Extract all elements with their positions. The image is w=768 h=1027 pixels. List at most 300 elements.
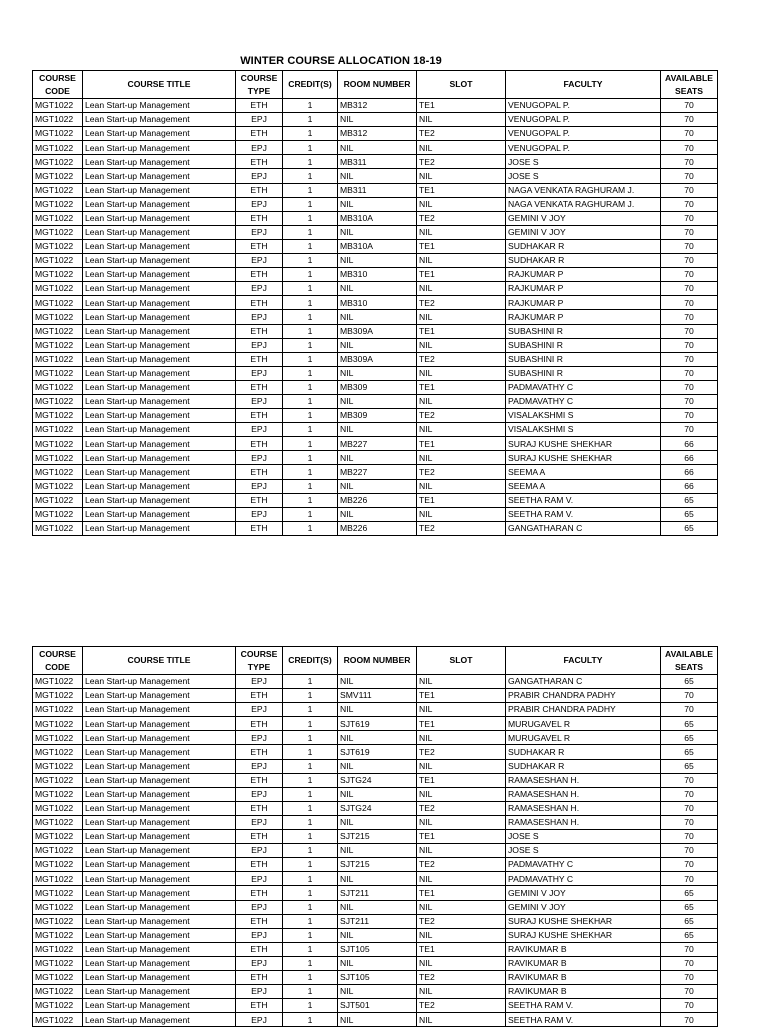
table-row (33, 1013, 718, 1027)
cell-credits: 1 (283, 310, 338, 324)
cell-credits: 1 (283, 801, 338, 815)
cell-faculty: SEETHA RAM V. (506, 999, 661, 1013)
cell-room-number: SJT105 (338, 942, 417, 956)
cell-room-number: NIL (338, 225, 417, 239)
cell-room-number: NIL (338, 254, 417, 268)
cell-room-number: NIL (338, 900, 417, 914)
cell-available-seats: 70 (661, 113, 718, 127)
cell-available-seats: 70 (661, 956, 718, 970)
cell-course-type: EPJ (236, 423, 283, 437)
cell-faculty: RAMASESHAN H. (506, 815, 661, 829)
cell-course-code: MGT1022 (33, 197, 83, 211)
cell-course-type: EPJ (236, 451, 283, 465)
cell-slot: TE2 (417, 801, 506, 815)
cell-course-type: ETH (236, 183, 283, 197)
table-row (33, 745, 718, 759)
cell-available-seats: 70 (661, 985, 718, 999)
cell-room-number: MB309A (338, 352, 417, 366)
cell-room-number: SJTG24 (338, 801, 417, 815)
cell-course-code: MGT1022 (33, 310, 83, 324)
cell-available-seats: 70 (661, 872, 718, 886)
cell-course-code: MGT1022 (33, 689, 83, 703)
cell-credits: 1 (283, 759, 338, 773)
cell-slot: NIL (417, 675, 506, 689)
table-row (33, 886, 718, 900)
cell-course-code: MGT1022 (33, 830, 83, 844)
cell-room-number: NIL (338, 928, 417, 942)
cell-faculty: SEEMA A (506, 479, 661, 493)
header-slot: SLOT (417, 71, 506, 99)
cell-course-type: EPJ (236, 815, 283, 829)
table-row (33, 985, 718, 999)
cell-course-title: Lean Start-up Management (83, 394, 236, 408)
cell-room-number: NIL (338, 985, 417, 999)
cell-course-code: MGT1022 (33, 127, 83, 141)
cell-credits: 1 (283, 451, 338, 465)
cell-room-number: NIL (338, 197, 417, 211)
cell-faculty: GANGATHARAN C (506, 675, 661, 689)
table-row (33, 352, 718, 366)
cell-credits: 1 (283, 844, 338, 858)
cell-room-number: NIL (338, 169, 417, 183)
cell-faculty: SUBASHINI R (506, 338, 661, 352)
cell-slot: TE1 (417, 239, 506, 253)
cell-slot: TE2 (417, 745, 506, 759)
cell-course-title: Lean Start-up Management (83, 731, 236, 745)
cell-course-code: MGT1022 (33, 970, 83, 984)
cell-course-code: MGT1022 (33, 759, 83, 773)
table-row (33, 141, 718, 155)
cell-faculty: JOSE S (506, 155, 661, 169)
table-row (33, 970, 718, 984)
cell-course-type: ETH (236, 437, 283, 451)
cell-room-number: NIL (338, 366, 417, 380)
cell-course-title: Lean Start-up Management (83, 141, 236, 155)
cell-credits: 1 (283, 127, 338, 141)
header-room-number: ROOM NUMBER (338, 647, 417, 675)
cell-available-seats: 65 (661, 914, 718, 928)
cell-course-type: ETH (236, 239, 283, 253)
cell-course-type: ETH (236, 465, 283, 479)
cell-course-type: ETH (236, 268, 283, 282)
cell-credits: 1 (283, 928, 338, 942)
cell-course-title: Lean Start-up Management (83, 169, 236, 183)
cell-course-title: Lean Start-up Management (83, 844, 236, 858)
cell-faculty: MURUGAVEL R (506, 731, 661, 745)
cell-credits: 1 (283, 239, 338, 253)
cell-faculty: PRABIR CHANDRA PADHY (506, 703, 661, 717)
cell-course-title: Lean Start-up Management (83, 773, 236, 787)
cell-room-number: MB226 (338, 521, 417, 535)
cell-course-title: Lean Start-up Management (83, 886, 236, 900)
table-row (33, 239, 718, 253)
cell-course-type: ETH (236, 211, 283, 225)
cell-room-number: SMV111 (338, 689, 417, 703)
cell-faculty: VENUGOPAL P. (506, 127, 661, 141)
cell-room-number: NIL (338, 282, 417, 296)
cell-credits: 1 (283, 380, 338, 394)
cell-course-code: MGT1022 (33, 239, 83, 253)
header-credits: CREDIT(S) (283, 71, 338, 99)
cell-course-type: ETH (236, 296, 283, 310)
table-row (33, 942, 718, 956)
cell-course-code: MGT1022 (33, 296, 83, 310)
cell-course-title: Lean Start-up Management (83, 493, 236, 507)
table-row (33, 451, 718, 465)
cell-faculty: SURAJ KUSHE SHEKHAR (506, 437, 661, 451)
cell-course-title: Lean Start-up Management (83, 254, 236, 268)
cell-course-title: Lean Start-up Management (83, 717, 236, 731)
cell-course-type: EPJ (236, 225, 283, 239)
cell-slot: TE2 (417, 155, 506, 169)
cell-course-code: MGT1022 (33, 914, 83, 928)
cell-course-code: MGT1022 (33, 155, 83, 169)
cell-slot: TE1 (417, 493, 506, 507)
cell-slot: NIL (417, 282, 506, 296)
cell-slot: NIL (417, 479, 506, 493)
cell-slot: TE2 (417, 999, 506, 1013)
cell-room-number: MB309A (338, 324, 417, 338)
cell-faculty: SUDHAKAR R (506, 759, 661, 773)
cell-room-number: MB311 (338, 183, 417, 197)
cell-course-type: EPJ (236, 169, 283, 183)
cell-slot: NIL (417, 844, 506, 858)
cell-course-title: Lean Start-up Management (83, 507, 236, 521)
table-row (33, 324, 718, 338)
table-row (33, 900, 718, 914)
cell-room-number: SJTG24 (338, 773, 417, 787)
table-row (33, 225, 718, 239)
cell-faculty: VENUGOPAL P. (506, 141, 661, 155)
header-faculty: FACULTY (506, 71, 661, 99)
cell-course-code: MGT1022 (33, 675, 83, 689)
table-row (33, 155, 718, 169)
cell-available-seats: 70 (661, 999, 718, 1013)
cell-faculty: RAVIKUMAR B (506, 970, 661, 984)
table-row (33, 113, 718, 127)
cell-credits: 1 (283, 465, 338, 479)
cell-credits: 1 (283, 985, 338, 999)
cell-available-seats: 66 (661, 465, 718, 479)
cell-faculty: VISALAKSHMI S (506, 423, 661, 437)
cell-slot: NIL (417, 928, 506, 942)
cell-course-type: EPJ (236, 731, 283, 745)
cell-room-number: MB310 (338, 296, 417, 310)
cell-credits: 1 (283, 338, 338, 352)
cell-room-number: SJT215 (338, 858, 417, 872)
cell-course-title: Lean Start-up Management (83, 183, 236, 197)
cell-credits: 1 (283, 437, 338, 451)
cell-slot: TE2 (417, 465, 506, 479)
cell-room-number: NIL (338, 956, 417, 970)
cell-credits: 1 (283, 254, 338, 268)
cell-credits: 1 (283, 745, 338, 759)
cell-faculty: SUBASHINI R (506, 366, 661, 380)
cell-slot: TE1 (417, 717, 506, 731)
cell-faculty: RAJKUMAR P (506, 268, 661, 282)
cell-course-code: MGT1022 (33, 324, 83, 338)
cell-course-code: MGT1022 (33, 141, 83, 155)
table-row (33, 366, 718, 380)
cell-credits: 1 (283, 872, 338, 886)
cell-slot: TE2 (417, 521, 506, 535)
cell-course-code: MGT1022 (33, 409, 83, 423)
cell-slot: TE1 (417, 942, 506, 956)
cell-course-type: ETH (236, 999, 283, 1013)
cell-available-seats: 70 (661, 254, 718, 268)
cell-course-title: Lean Start-up Management (83, 239, 236, 253)
table-row (33, 211, 718, 225)
cell-credits: 1 (283, 409, 338, 423)
cell-credits: 1 (283, 99, 338, 113)
cell-course-title: Lean Start-up Management (83, 858, 236, 872)
cell-available-seats: 70 (661, 197, 718, 211)
cell-slot: NIL (417, 1013, 506, 1027)
cell-course-title: Lean Start-up Management (83, 352, 236, 366)
cell-course-title: Lean Start-up Management (83, 970, 236, 984)
cell-available-seats: 70 (661, 858, 718, 872)
header-faculty: FACULTY (506, 647, 661, 675)
table-row (33, 759, 718, 773)
header-slot: SLOT (417, 647, 506, 675)
cell-course-code: MGT1022 (33, 521, 83, 535)
allocation-table-2 (32, 646, 718, 1027)
cell-room-number: NIL (338, 141, 417, 155)
cell-available-seats: 70 (661, 211, 718, 225)
table-row (33, 999, 718, 1013)
cell-course-title: Lean Start-up Management (83, 324, 236, 338)
cell-room-number: NIL (338, 703, 417, 717)
cell-room-number: NIL (338, 310, 417, 324)
cell-credits: 1 (283, 141, 338, 155)
table-row (33, 99, 718, 113)
cell-course-type: EPJ (236, 956, 283, 970)
cell-available-seats: 70 (661, 352, 718, 366)
cell-course-code: MGT1022 (33, 928, 83, 942)
cell-slot: TE1 (417, 689, 506, 703)
cell-course-code: MGT1022 (33, 801, 83, 815)
table-row (33, 717, 718, 731)
cell-course-type: EPJ (236, 675, 283, 689)
cell-available-seats: 70 (661, 703, 718, 717)
cell-course-title: Lean Start-up Management (83, 423, 236, 437)
cell-course-code: MGT1022 (33, 338, 83, 352)
cell-course-type: ETH (236, 127, 283, 141)
cell-credits: 1 (283, 970, 338, 984)
cell-credits: 1 (283, 521, 338, 535)
cell-course-title: Lean Start-up Management (83, 872, 236, 886)
cell-slot: TE2 (417, 858, 506, 872)
cell-slot: TE1 (417, 99, 506, 113)
cell-course-title: Lean Start-up Management (83, 380, 236, 394)
cell-faculty: SURAJ KUSHE SHEKHAR (506, 928, 661, 942)
cell-course-type: ETH (236, 858, 283, 872)
cell-room-number: MB226 (338, 493, 417, 507)
table-row (33, 338, 718, 352)
cell-faculty: JOSE S (506, 169, 661, 183)
cell-room-number: MB310A (338, 211, 417, 225)
cell-slot: NIL (417, 394, 506, 408)
cell-slot: NIL (417, 759, 506, 773)
cell-slot: TE2 (417, 211, 506, 225)
cell-available-seats: 70 (661, 141, 718, 155)
cell-slot: TE1 (417, 886, 506, 900)
cell-faculty: RAVIKUMAR B (506, 985, 661, 999)
cell-available-seats: 70 (661, 689, 718, 703)
cell-faculty: NAGA VENKATA RAGHURAM J. (506, 197, 661, 211)
cell-faculty: RAMASESHAN H. (506, 801, 661, 815)
table-row (33, 689, 718, 703)
cell-available-seats: 65 (661, 886, 718, 900)
cell-slot: TE1 (417, 324, 506, 338)
cell-faculty: GEMINI V JOY (506, 900, 661, 914)
table-row (33, 437, 718, 451)
cell-faculty: PADMAVATHY C (506, 872, 661, 886)
cell-slot: TE2 (417, 914, 506, 928)
cell-faculty: VENUGOPAL P. (506, 99, 661, 113)
cell-slot: NIL (417, 113, 506, 127)
cell-course-type: EPJ (236, 507, 283, 521)
cell-course-title: Lean Start-up Management (83, 956, 236, 970)
table-row (33, 296, 718, 310)
cell-course-title: Lean Start-up Management (83, 310, 236, 324)
cell-slot: NIL (417, 141, 506, 155)
cell-available-seats: 65 (661, 493, 718, 507)
cell-slot: TE1 (417, 183, 506, 197)
cell-course-code: MGT1022 (33, 1013, 83, 1027)
cell-course-type: ETH (236, 409, 283, 423)
cell-course-code: MGT1022 (33, 787, 83, 801)
cell-slot: TE1 (417, 437, 506, 451)
cell-available-seats: 70 (661, 324, 718, 338)
cell-available-seats: 70 (661, 296, 718, 310)
cell-course-code: MGT1022 (33, 254, 83, 268)
cell-faculty: SEETHA RAM V. (506, 507, 661, 521)
cell-course-code: MGT1022 (33, 113, 83, 127)
header-course-code: COURSE CODE (33, 647, 83, 675)
cell-course-title: Lean Start-up Management (83, 1013, 236, 1027)
cell-faculty: JOSE S (506, 844, 661, 858)
table-row (33, 197, 718, 211)
cell-course-title: Lean Start-up Management (83, 113, 236, 127)
cell-course-code: MGT1022 (33, 872, 83, 886)
cell-available-seats: 65 (661, 717, 718, 731)
table-row (33, 830, 718, 844)
cell-course-title: Lean Start-up Management (83, 999, 236, 1013)
cell-available-seats: 70 (661, 801, 718, 815)
cell-available-seats: 70 (661, 423, 718, 437)
cell-credits: 1 (283, 703, 338, 717)
cell-faculty: SURAJ KUSHE SHEKHAR (506, 451, 661, 465)
cell-course-code: MGT1022 (33, 703, 83, 717)
cell-room-number: MB309 (338, 409, 417, 423)
cell-faculty: GEMINI V JOY (506, 225, 661, 239)
cell-available-seats: 65 (661, 745, 718, 759)
cell-faculty: GANGATHARAN C (506, 521, 661, 535)
cell-faculty: PADMAVATHY C (506, 858, 661, 872)
cell-available-seats: 70 (661, 409, 718, 423)
cell-course-type: EPJ (236, 366, 283, 380)
cell-slot: NIL (417, 787, 506, 801)
header-course-title: COURSE TITLE (83, 71, 236, 99)
cell-available-seats: 70 (661, 942, 718, 956)
cell-course-type: EPJ (236, 759, 283, 773)
cell-available-seats: 70 (661, 183, 718, 197)
cell-course-type: EPJ (236, 282, 283, 296)
cell-course-title: Lean Start-up Management (83, 675, 236, 689)
cell-faculty: SUDHAKAR R (506, 239, 661, 253)
cell-course-type: EPJ (236, 844, 283, 858)
table-row (33, 507, 718, 521)
cell-credits: 1 (283, 731, 338, 745)
cell-room-number: NIL (338, 844, 417, 858)
table-row (33, 844, 718, 858)
header-available-seats: AVAILABLE SEATS (661, 647, 718, 675)
cell-slot: NIL (417, 731, 506, 745)
cell-faculty: SUBASHINI R (506, 352, 661, 366)
cell-slot: NIL (417, 169, 506, 183)
table-row (33, 465, 718, 479)
cell-available-seats: 65 (661, 900, 718, 914)
cell-course-code: MGT1022 (33, 886, 83, 900)
cell-course-type: EPJ (236, 141, 283, 155)
cell-credits: 1 (283, 155, 338, 169)
cell-faculty: SEEMA A (506, 465, 661, 479)
cell-available-seats: 70 (661, 787, 718, 801)
cell-course-type: ETH (236, 324, 283, 338)
cell-credits: 1 (283, 675, 338, 689)
cell-room-number: SJT215 (338, 830, 417, 844)
table-row (33, 479, 718, 493)
cell-faculty: RAMASESHAN H. (506, 773, 661, 787)
cell-slot: NIL (417, 985, 506, 999)
cell-course-type: ETH (236, 521, 283, 535)
cell-slot: NIL (417, 366, 506, 380)
cell-course-code: MGT1022 (33, 493, 83, 507)
table-row (33, 254, 718, 268)
cell-available-seats: 70 (661, 773, 718, 787)
cell-room-number: SJT105 (338, 970, 417, 984)
cell-course-title: Lean Start-up Management (83, 338, 236, 352)
table-row (33, 282, 718, 296)
header-credits: CREDIT(S) (283, 647, 338, 675)
cell-course-title: Lean Start-up Management (83, 296, 236, 310)
cell-credits: 1 (283, 787, 338, 801)
cell-available-seats: 70 (661, 310, 718, 324)
cell-available-seats: 70 (661, 155, 718, 169)
cell-course-type: EPJ (236, 900, 283, 914)
cell-course-title: Lean Start-up Management (83, 479, 236, 493)
cell-room-number: SJT211 (338, 914, 417, 928)
cell-course-code: MGT1022 (33, 717, 83, 731)
cell-credits: 1 (283, 914, 338, 928)
cell-faculty: PADMAVATHY C (506, 394, 661, 408)
cell-course-type: ETH (236, 830, 283, 844)
cell-available-seats: 70 (661, 394, 718, 408)
table-row (33, 914, 718, 928)
table-row (33, 801, 718, 815)
cell-faculty: PRABIR CHANDRA PADHY (506, 689, 661, 703)
cell-slot: TE2 (417, 127, 506, 141)
table-row (33, 310, 718, 324)
cell-room-number: MB310 (338, 268, 417, 282)
cell-credits: 1 (283, 183, 338, 197)
cell-credits: 1 (283, 211, 338, 225)
cell-slot: NIL (417, 310, 506, 324)
cell-available-seats: 70 (661, 239, 718, 253)
cell-course-title: Lean Start-up Management (83, 282, 236, 296)
cell-available-seats: 65 (661, 507, 718, 521)
